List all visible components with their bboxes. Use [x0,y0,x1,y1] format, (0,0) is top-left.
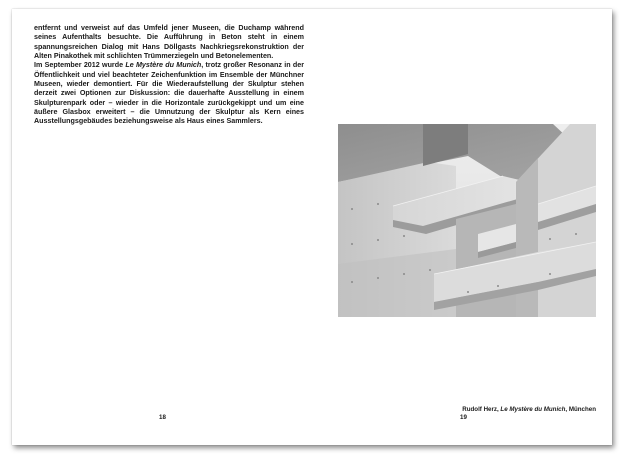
body-text [34,24,304,127]
paragraph-1: entfernt und verweist auf das Umfeld jener Museen, die Duchamp während seines Aufenthalts besuchte. Die Aufführung in Beton steht in einem spannungsreichen Dialog mit Hans Döllgasts Nachkriegsrekonstruktion der Alten Pinakothek mit schlichten Trümmerziegeln und Betonelementen. [34,24,304,61]
concrete-sculpture-photo [338,124,596,317]
book-spread [12,9,612,445]
caption-artist: Rudolf Herz, [462,406,501,413]
artwork-title: Le Mystère du Munich [125,61,202,70]
page-number-left: 18 [159,414,166,421]
paragraph-2 [34,61,304,126]
photo-caption [402,406,596,413]
left-page [12,9,312,445]
right-page [312,9,612,445]
paragraph-2-start: Im September 2012 wurde [34,61,126,70]
caption-title: Le Mystère du Munich [500,406,566,413]
caption-place: , München [565,406,596,413]
paragraph-2-rest: , trotz großer Resonanz in der Öffentlichkeit und viel beachteter Zeichenfunktion im Ensemble der Münchner Museen, wieder demontiert. Für die Wiederaufstellung der Skulptur stehen derzeit zwei Optionen zur Diskussion: die dauerhafte Ausstellung in einem Skulpturenpark oder – wieder in die Horizontale zurückgekippt und um eine äußere Glasbox erweitert – die Umnutzung der Skulptur als Kern eines Ausstellungsgebäudes beziehungsweise als Haus eines Sammlers. [34,61,304,126]
page-number-right: 19 [460,414,467,421]
